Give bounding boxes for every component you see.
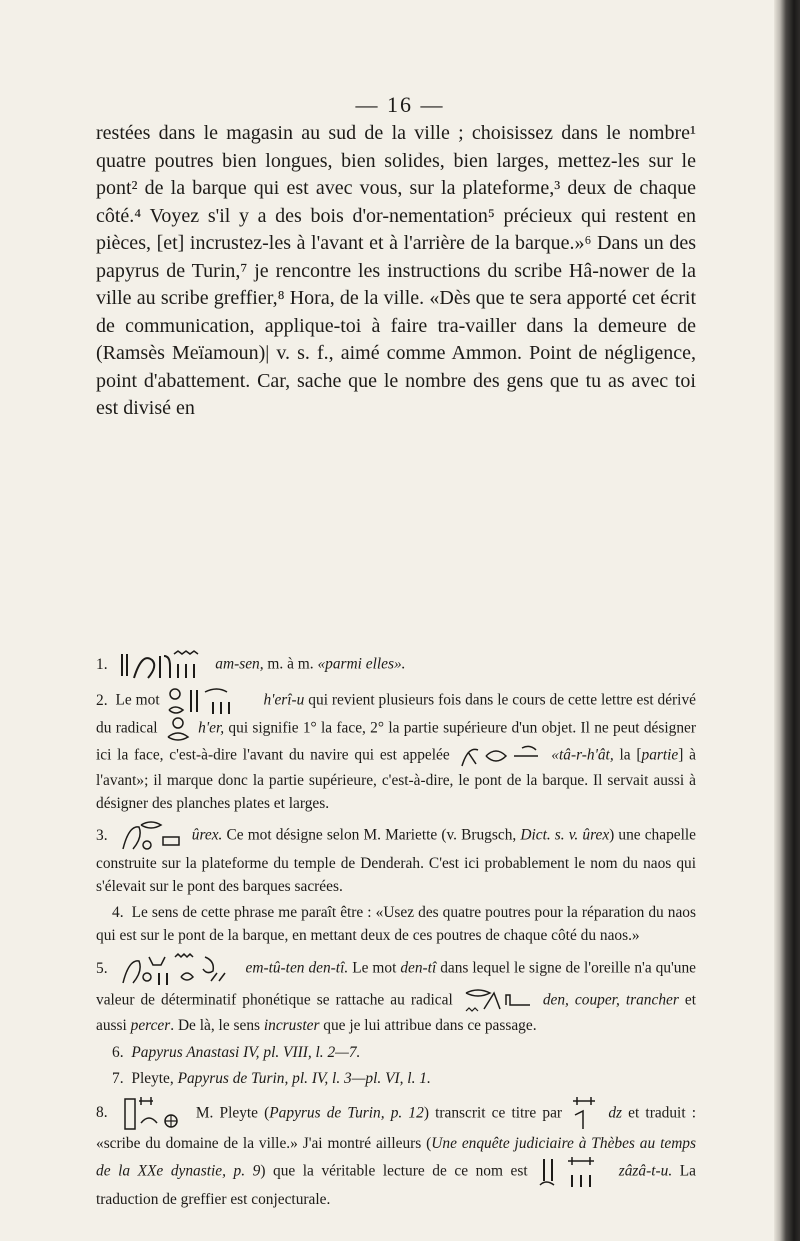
hieroglyph-group-icon [458,742,542,770]
hieroglyph-group-icon [571,1097,599,1131]
hieroglyph-group-icon [165,716,191,742]
footnotes [96,648,696,1216]
transliteration: am-sen, [215,655,264,673]
footnote-number: 1. [96,655,108,673]
footnote-6: 6. Papyrus Anastasi IV, pl. VIII, l. 2—7. [112,1043,361,1061]
footnote-5: 5. em-tû-ten den-tî. Le mot den-tî dans lequel le signe de l'oreille n'a qu'une valeur de déterminatif phonétique se rattache au radical den, couper, trancher et aussi percer. De là, le sens incruster que je lui attribue dans ce passage. [96,951,696,1038]
hieroglyph-group-icon [462,987,534,1015]
main-text [96,120,696,423]
hieroglyph-group-icon [119,819,185,853]
main-paragraph: restées dans le magasin au sud de la ville ; choisissez dans le nombre¹ quatre poutres bien longues, bien solides, bien larges, mettez-les sur le pont² de la barque qui est avec vous, sur la plateforme,³ deux de chaque côté.⁴ Voyez s'il y a des bois d'or-nementation⁵ précieux qui restent en pièces, [et] incrustez-les à l'avant et à l'arrière de la barque.»⁶ Dans un des papyrus de Turin,⁷ je rencontre les instructions du scribe Hâ-nower de la ville au scribe greffier,⁸ Hora, de la ville. «Dès que te sera apporté cet écrit de communication, applique-toi à faire tra-vailler dans la demeure de (Ramsès Meïamoun)| v. s. f., aimé comme Ammon. Point de négligence, point d'abattement. Car, sache que le nombre des gens que tu as avec toi est divisé en [96,122,696,419]
footnote-3: 3. ûrex. Ce mot désigne selon M. Mariette (v. Brugsch, Dict. s. v. ûrex) une chapelle construite sur la plateforme du temple de Denderah. C'est ici probablement le nom du naos qui s'élevait sur le pont des barques sacrées. [96,819,696,898]
hieroglyph-group-icon [121,1095,187,1133]
hieroglyph-group-icon [118,648,208,682]
footnote-8: 8. M. Pleyte (Papyrus de Turin, p. 12) transcrit ce titre par dz et traduit : «scribe du domaine de la ville.» J'ai montré ailleurs (Une enquête judiciaire à Thèbes au temps de la XXe dynastie, p. 9) que la véritable lecture de ce nom est zâzâ-t-u. La traduction de greffier est conjecturale. [96,1095,696,1212]
hieroglyph-group-icon [119,951,239,987]
book-spine-shadow [774,0,800,1241]
hieroglyph-group-icon [167,686,257,716]
footnote-7: 7. Pleyte, Papyrus de Turin, pl. IV, l. 3—pl. VI, l. 1. [112,1070,431,1087]
hieroglyph-group-icon [538,1155,608,1189]
footnote-1: 1. am-sen, m. à m. «parmi elles». [96,648,696,682]
footnote-2: 2. Le mot h'erî-u qui revient plusieurs fois dans le cours de cette lettre est dérivé du radical h'er, qui signifie 1° la face, 2° la partie supérieure d'un objet. Il ne peut désigner ici la face, c'est-à-dire l'avant du navire qui est appelée «tâ-r-h'ât, la [partie] à l'avant»; il marque donc la partie supérieure, c'est-à-dire, le pont de la barque. Il servait aussi à désigner des planches plates et larges. [96,686,696,815]
page-folio: — 16 — [355,92,445,117]
footnote-4: 4. Le sens de cette phrase me paraît être : «Usez des quatre poutres pour la réparation du naos qui est sur le pont de la barque, en mettant deux de ces poutres de chaque côté du naos.» [96,904,696,944]
